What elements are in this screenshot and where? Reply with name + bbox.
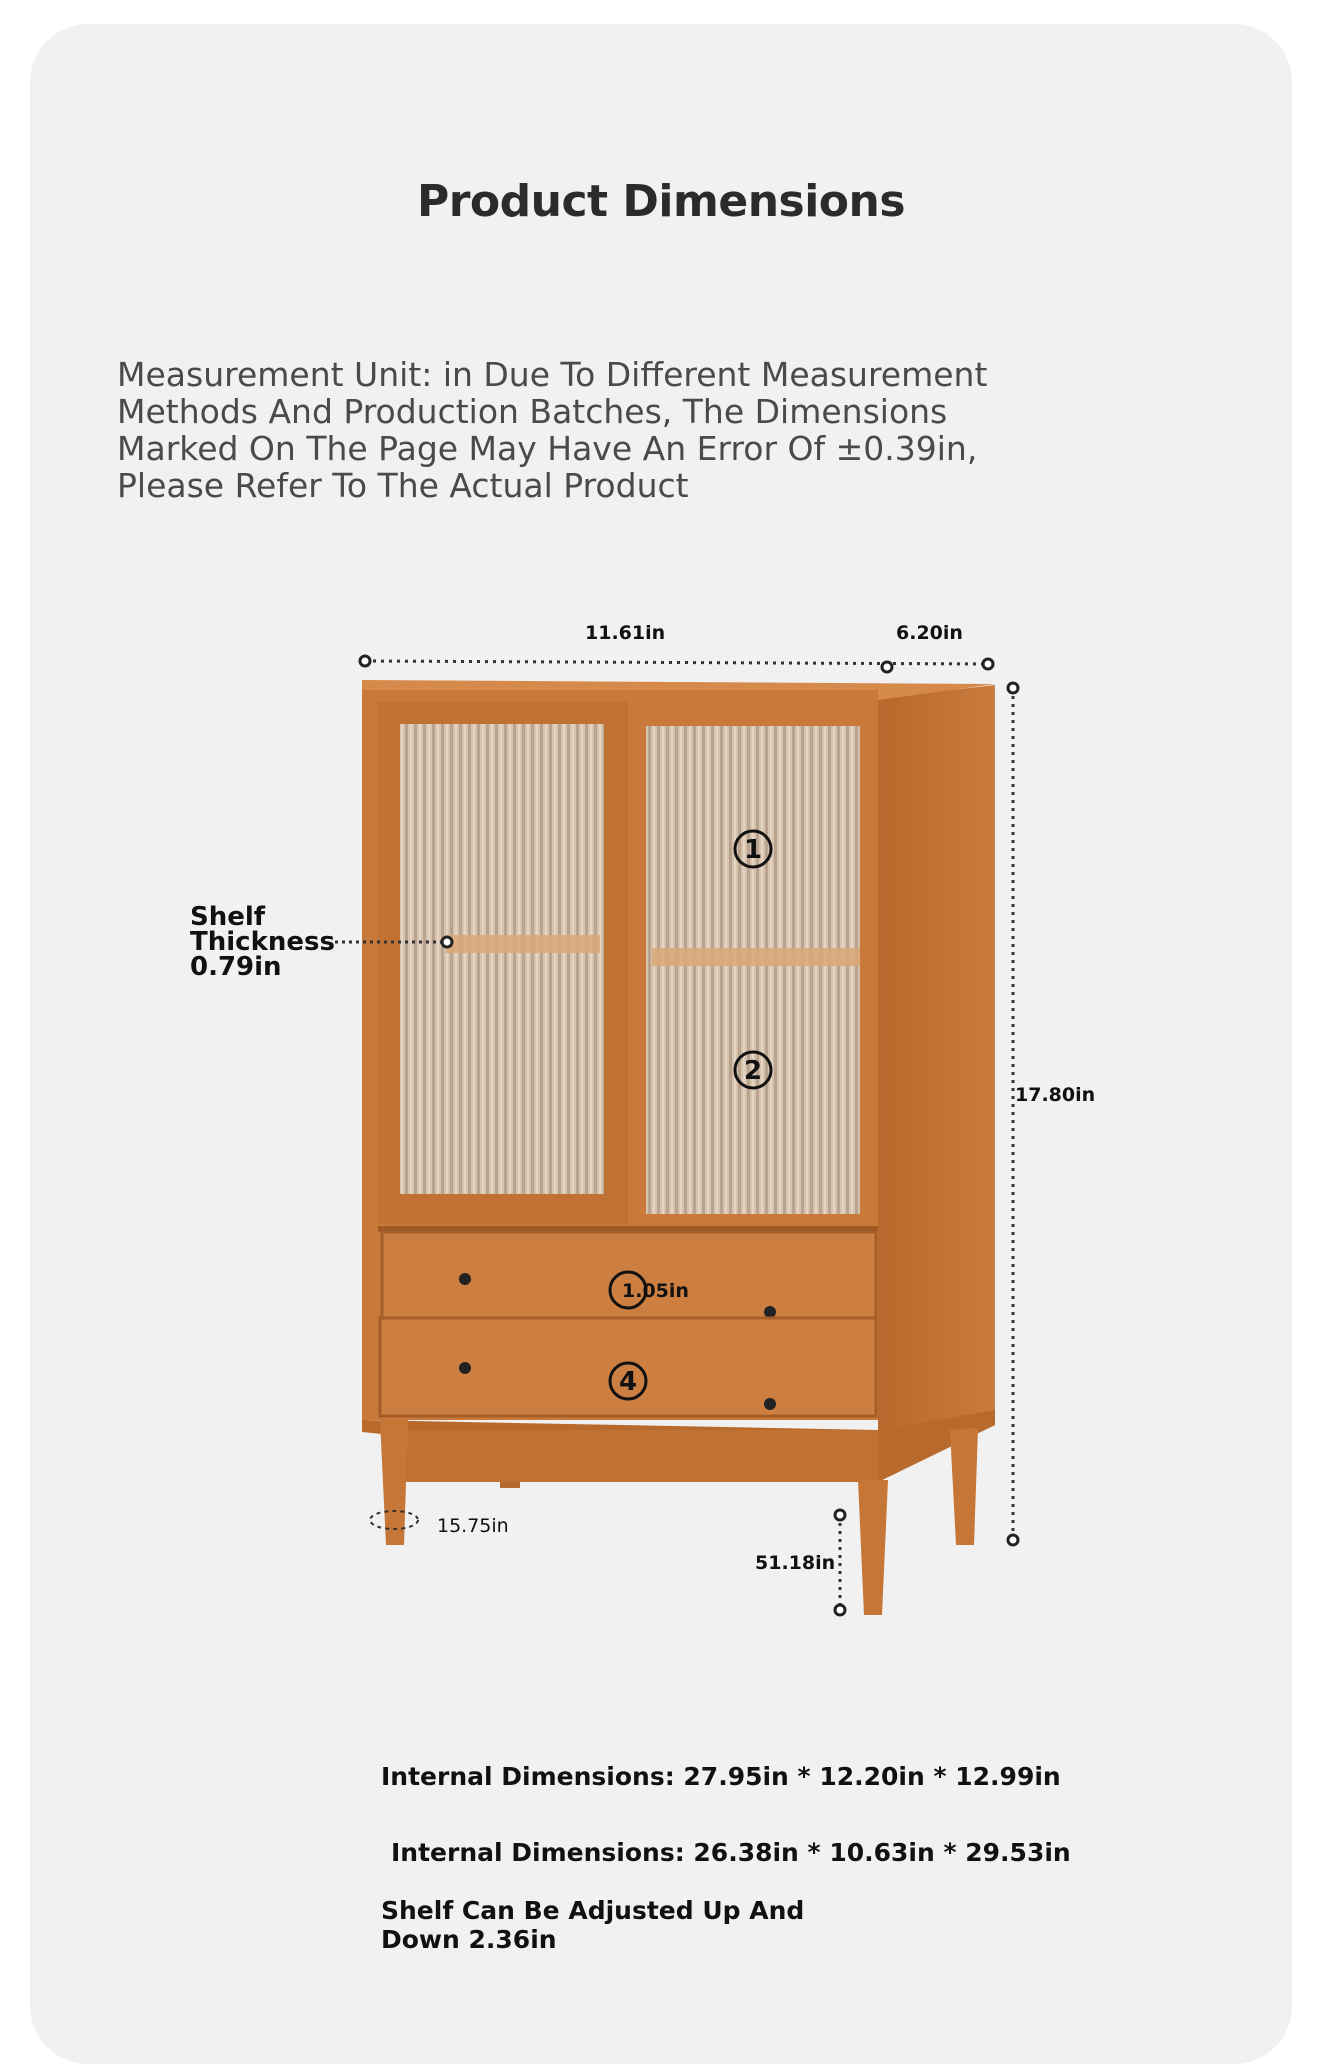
width-label: 11.61in <box>585 622 666 644</box>
internal-dimensions-2: Internal Dimensions: 26.38in * 10.63in * 29.53in <box>391 1838 1071 1867</box>
height-label: 17.80in <box>1015 1084 1096 1106</box>
shelf <box>446 935 600 953</box>
shelf-adjust-note: Shelf Can Be Adjusted Up And Down 2.36in <box>381 1896 805 1954</box>
right-glass-door <box>628 702 878 1242</box>
compartment-number: 2 <box>743 1056 763 1086</box>
left-glass-door <box>378 702 628 1224</box>
compartment-number: 4 <box>618 1367 638 1397</box>
drawer-label: 1.05in <box>622 1280 689 1302</box>
leg-height-label: 51.18in <box>755 1552 836 1574</box>
width-dimension-line <box>360 656 993 672</box>
height-dimension-line <box>1008 683 1018 1545</box>
internal-dimensions-1: Internal Dimensions: 27.95in * 12.20in * 12.99in <box>381 1762 1061 1791</box>
measurement-note: Measurement Unit: in Due To Different Measurement Methods And Production Batches, The Dimensions Marked On The Page May Have An Error Of ±0.39in, Please Refer To The Actual Product <box>117 355 988 505</box>
front-leg <box>380 1420 408 1545</box>
page-title: Product Dimensions <box>416 176 906 227</box>
cabinet-side <box>878 685 995 1482</box>
shelf-thickness-label: Shelf Thickness 0.79in <box>190 902 335 982</box>
depth-label: 6.20in <box>896 622 963 644</box>
compartment-number: 1 <box>743 835 763 865</box>
leg-spacing-label: 15.75in <box>437 1515 509 1537</box>
